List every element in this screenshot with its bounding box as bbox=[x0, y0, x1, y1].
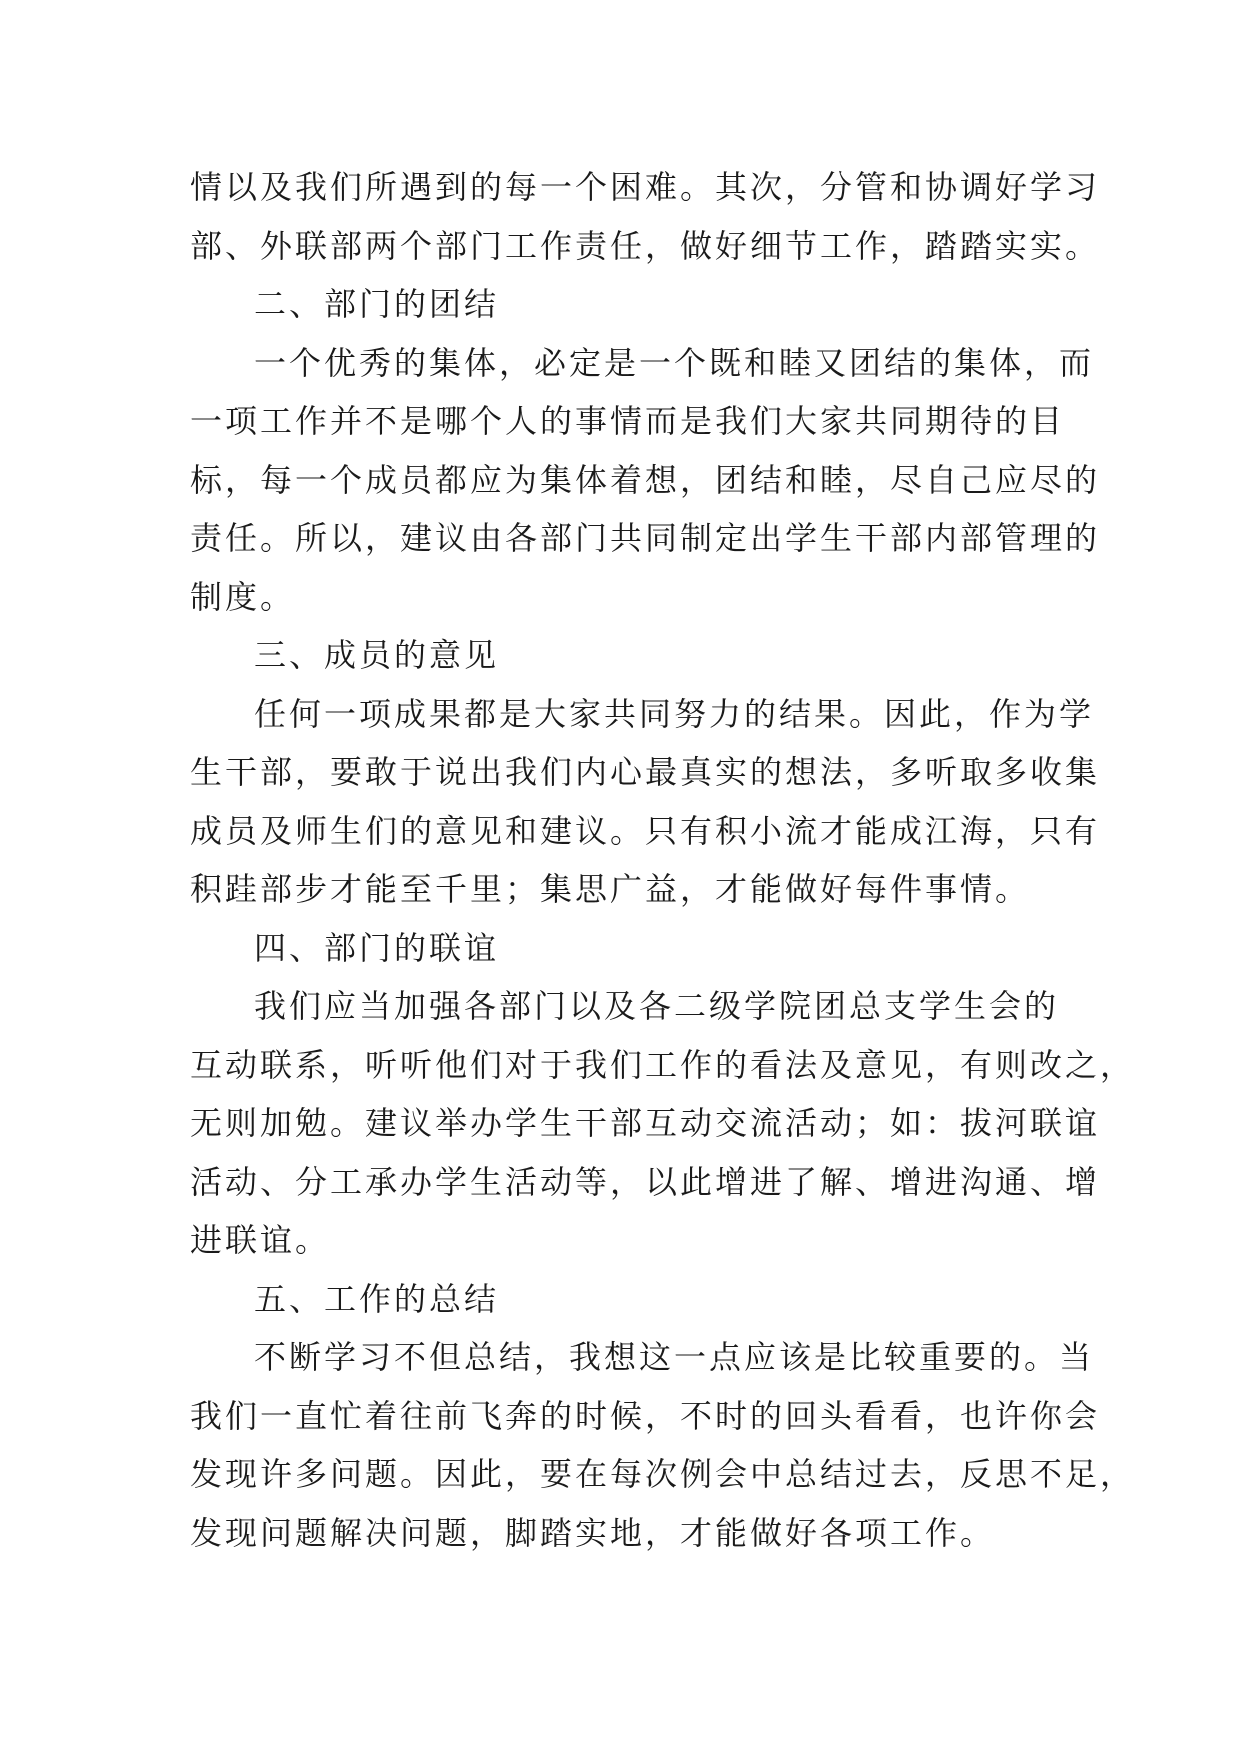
text-line: 无则加勉。建议举办学生干部互动交流活动；如：拔河联谊 bbox=[190, 1104, 1101, 1142]
text-line: 四、部门的联谊 bbox=[254, 928, 500, 967]
text-line: 积跬部步才能至千里；集思广益，才能做好每件事情。 bbox=[190, 870, 1031, 908]
text-line: 标，每一个成员都应为集体着想，团结和睦，尽自己应尽的 bbox=[190, 460, 1101, 499]
text-line: 我们应当加强各部门以及各二级学院团总支学生会的 bbox=[254, 987, 1060, 1025]
text-line: 发现许多问题。因此，要在每次例会中总结过去，反思不足， bbox=[190, 1455, 1136, 1493]
text-line: 任何一项成果都是大家共同努力的结果。因此，作为学 bbox=[254, 694, 1095, 733]
document-body bbox=[190, 158, 1136, 1562]
text-line: 我们一直忙着往前飞奔的时候，不时的回头看看，也许你会 bbox=[190, 1396, 1101, 1435]
text-line: 制度。 bbox=[190, 577, 296, 616]
text-line: 责任。所以，建议由各部门共同制定出学生干部内部管理的 bbox=[190, 519, 1101, 557]
text-line: 三、成员的意见 bbox=[254, 636, 500, 674]
text-line: 活动、分工承办学生活动等，以此增进了解、增进沟通、增 bbox=[190, 1162, 1101, 1201]
text-line: 生干部，要敢于说出我们内心最真实的想法，多听取多收集 bbox=[190, 753, 1101, 791]
text-line: 成员及师生们的意见和建议。只有积小流才能成江海，只有 bbox=[190, 811, 1101, 850]
text-line: 情以及我们所遇到的每一个困难。其次，分管和协调好学习 bbox=[190, 168, 1101, 206]
text-line: 不断学习不但总结，我想这一点应该是比较重要的。当 bbox=[254, 1338, 1095, 1376]
text-line: 部、外联部两个部门工作责任，做好细节工作，踏踏实实。 bbox=[190, 226, 1101, 265]
text-line: 发现问题解决问题，脚踏实地，才能做好各项工作。 bbox=[190, 1513, 996, 1552]
text-line: 一项工作并不是哪个人的事情而是我们大家共同期待的目 bbox=[190, 402, 1066, 440]
text-line: 五、工作的总结 bbox=[254, 1279, 500, 1318]
text-line: 进联谊。 bbox=[190, 1221, 331, 1259]
text-line: 一个优秀的集体，必定是一个既和睦又团结的集体，而 bbox=[254, 343, 1095, 382]
text-line: 二、部门的团结 bbox=[254, 285, 500, 323]
text-line: 互动联系，听听他们对于我们工作的看法及意见，有则改之， bbox=[190, 1045, 1136, 1084]
